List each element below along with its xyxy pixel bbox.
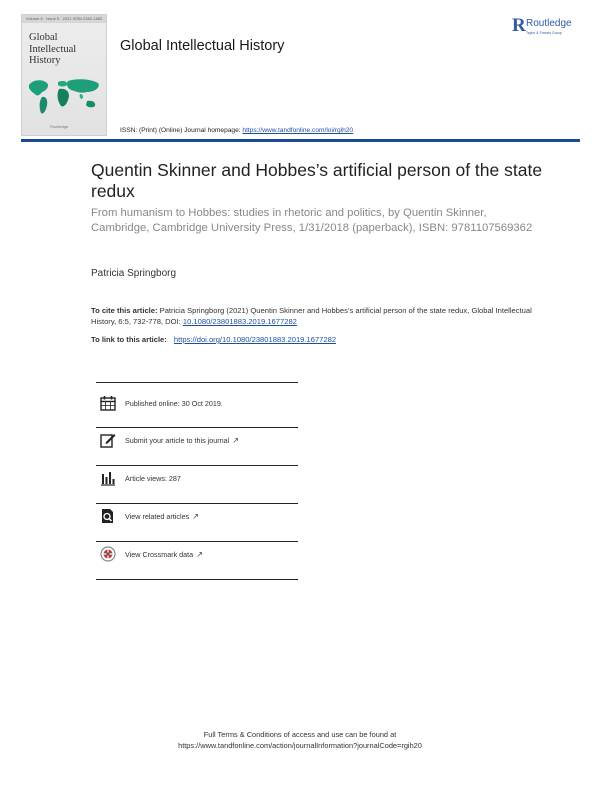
journal-homepage-link[interactable]: https://www.tandfonline.com/loi/rgih20 <box>242 127 354 134</box>
article-author: Patricia Springborg <box>91 268 177 279</box>
edit-icon <box>100 432 116 448</box>
footer <box>0 729 600 751</box>
crossmark-link[interactable] <box>125 550 203 559</box>
article-views: Article views: 287 <box>125 474 181 483</box>
journal-cover <box>21 14 107 136</box>
world-map-icon <box>25 75 105 119</box>
external-link-icon: ↗ <box>232 436 239 445</box>
cover-publisher: Routledge <box>50 124 69 129</box>
submit-article-link[interactable] <box>125 436 239 445</box>
article-url-link[interactable]: https://doi.org/10.1080/23801883.2019.1677282 <box>173 335 337 344</box>
cover-title <box>29 32 76 67</box>
article-info-box <box>96 382 298 579</box>
citation <box>91 305 551 327</box>
footer-terms: Full Terms & Conditions of access and use can be found at <box>203 730 397 739</box>
journal-title[interactable]: Global Intellectual History <box>120 38 285 54</box>
publisher-tagline: Taylor & Francis Group <box>526 31 562 35</box>
cover-title-line: Intellectual <box>29 43 77 55</box>
related-articles-label: View related articles <box>125 512 190 521</box>
issn-line <box>120 127 353 134</box>
article-title: Quentin Skinner and Hobbes’s artificial person of the state redux <box>91 160 543 201</box>
publisher-name: Routledge <box>526 18 572 29</box>
link-line <box>91 335 336 344</box>
routledge-mark-icon: R <box>512 15 526 36</box>
published-date: Published online: 30 Oct 2019. <box>125 399 223 408</box>
article-subtitle: From humanism to Hobbes: studies in rhetoric and politics, by Quentin Skinner, Cambridge, Cambridge University Press, 1/31/2018 (paperback), ISBN: 9781107569362 <box>91 207 533 234</box>
related-search-icon <box>100 508 116 524</box>
footer-url-link[interactable]: https://www.tandfonline.com/action/journalInformation?journalCode=rgih20 <box>178 741 422 750</box>
bar-chart-icon <box>100 470 116 486</box>
routledge-logo <box>512 16 584 40</box>
related-articles-link[interactable] <box>125 512 199 521</box>
cover-title-line: History <box>29 55 61 66</box>
crossmark-label: View Crossmark data <box>125 550 194 559</box>
doi-link[interactable]: 10.1080/23801883.2019.1677282 <box>182 317 297 326</box>
crossmark-icon <box>100 546 116 562</box>
citation-text: Patricia Springborg (2021) Quentin Skinner and Hobbes’s artificial person of the state redux, Global Intellectual History, 6:5, 732-778, DOI: <box>91 306 532 326</box>
submit-article-label: Submit your article to this journal <box>125 436 230 445</box>
issn-text: ISSN: (Print) (Online) Journal homepage: <box>120 127 243 134</box>
cover-title-line: Global <box>29 32 58 43</box>
external-link-icon: ↗ <box>196 550 203 559</box>
link-label: To link to this article: <box>91 335 169 344</box>
citation-label: To cite this article: <box>91 306 158 315</box>
info-row-crossmark[interactable] <box>96 534 298 580</box>
header-rule <box>21 139 580 142</box>
calendar-icon <box>100 395 116 411</box>
external-link-icon: ↗ <box>192 512 199 521</box>
cover-topbar: Volume 6 · Issue 5 · 2021 ISSN 2380-1883 <box>22 15 106 23</box>
